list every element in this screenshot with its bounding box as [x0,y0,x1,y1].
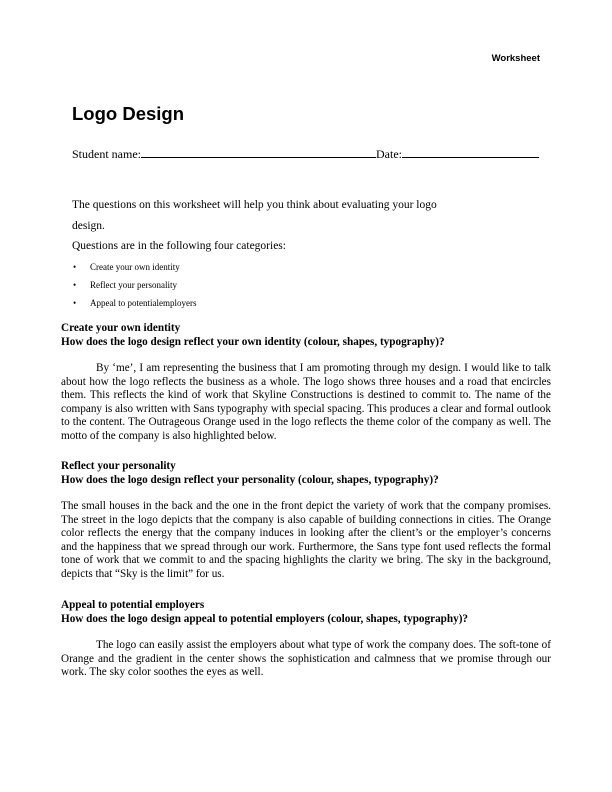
date-field[interactable] [402,145,539,158]
intro-paragraph: The questions on this worksheet will help you think about evaluating your logo design. [72,199,437,232]
section-answer: The logo can easily assist the employers about what type of work the company does. The soft-tone of Orange and the gradient in the center shows the sophistication and calmness that we promise through our work. The sky color soothes the eyes as well. [61,639,551,678]
section-question: How does the logo design reflect your personality (colour, shapes, typography)? [61,473,439,486]
section-question: How does the logo design reflect your own identity (colour, shapes, typography)? [61,335,445,348]
list-item [72,298,196,316]
worksheet-header-label: Worksheet [491,53,540,64]
category-item-text: Reflect your personality [90,280,177,290]
section-question: How does the logo design appeal to potential employers (colour, shapes, typography)? [61,612,469,625]
student-name-field[interactable] [141,145,376,158]
category-item-text: Create your own identity [90,262,180,272]
list-item [72,280,196,298]
category-item-text: Appeal to potentialemployers [90,298,197,308]
section-personality [61,460,551,581]
date-label: Date: [376,147,402,161]
section-employers [61,599,551,680]
student-info-line [72,145,539,162]
section-identity [61,322,551,443]
categories-label: Questions are in the following four categories: [72,240,286,252]
page-title: Logo Design [72,103,185,124]
bullet-icon: • [73,298,77,308]
section-heading: Appeal to potential employers [61,599,205,611]
list-item [72,262,196,280]
section-heading: Create your own identity [61,322,181,334]
bullet-icon: • [73,262,77,272]
section-answer: By ‘me’, I am representing the business that I am promoting through my design. I would like to talk about how the logo reflects the business as a whole. The logo shows three houses and a road that encircles them. This reflects the kind of work that Skyline Constructions is destined to commit to. The name of the company is also written with Sans typography with special spacing. This produces a clear and formal outlook to the content. The Outrageous Orange used in the logo reflects the theme color of the company as well. The motto of the company is also highlighted below. [61,362,551,442]
category-list [72,262,196,316]
student-name-label: Student name: [72,147,141,161]
section-answer: The small houses in the back and the one in the front depict the variety of work that the company promises. The street in the logo depicts that the company is also capable of building connections in cities. The Orange color reflects the energy that the company induces in looking after the client’s or the employer’s concerns and the happiness that we spread through our work. Furthermore, the Sans type font used reflects the formal tone of work that we commit to and the spacing highlights the clarity we bring. The sky in the background, depicts that “Sky is the limit” for us. [61,500,551,580]
section-heading: Reflect your personality [61,460,176,472]
bullet-icon: • [73,280,77,290]
